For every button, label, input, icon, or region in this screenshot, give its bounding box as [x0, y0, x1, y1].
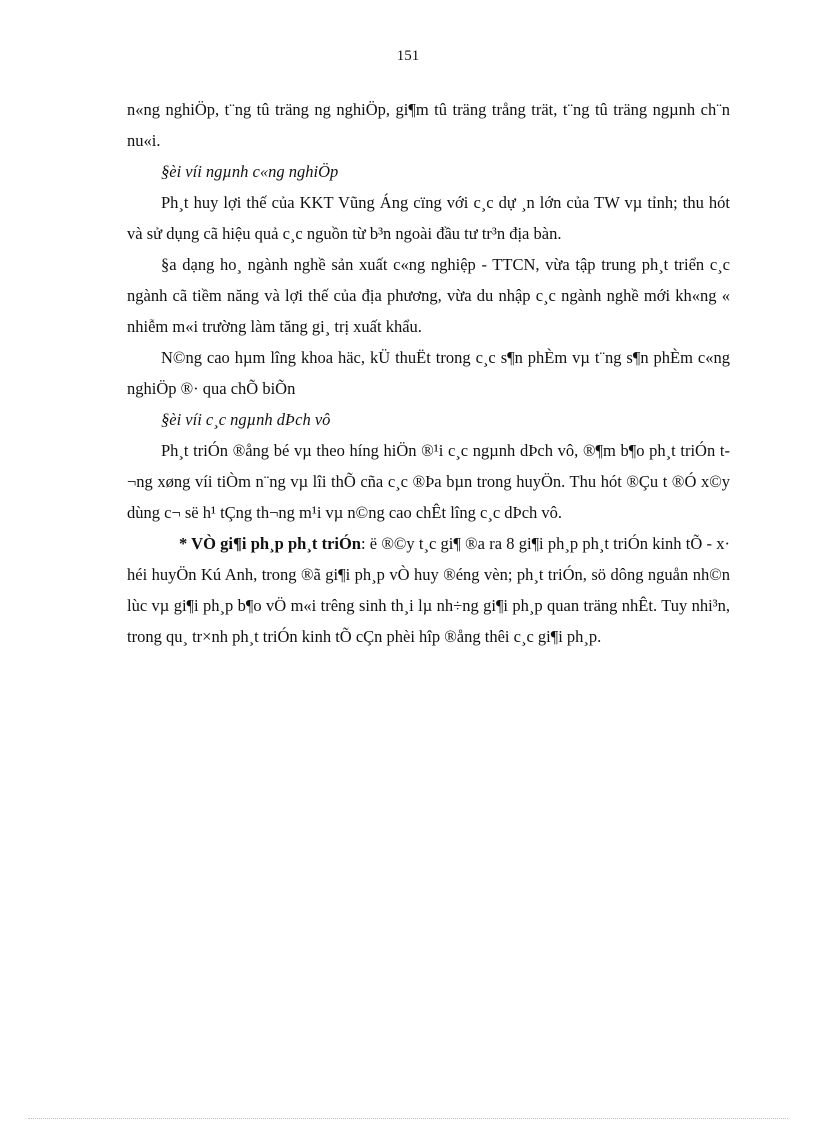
- heading-services: §èi víi c¸c ngµnh dÞch vô: [161, 410, 331, 429]
- document-body: [127, 94, 730, 652]
- page-number: 151: [396, 48, 420, 64]
- page-bottom-rule: [28, 1118, 788, 1119]
- paragraph-technology-content: N©ng cao hµm lîng khoa häc, kÜ thuËt trong c¸c s¶n phÈm vµ t¨ng s¶n phÈm c«ng nghiÖp ®· qua chÕ biÕn: [127, 348, 730, 398]
- paragraph-services: Ph¸t triÓn ®ång bé vµ theo híng hiÖn ®¹i c¸c ngµnh dÞch vô, ®¶m b¶o ph¸t triÓn t¬ng xøng víi tiÒm n¨ng vµ lîi thÕ cña c¸c ®Þa bµn trong huyÖn. Thu hót ®Çu t ®Ó x©y dùng c¬ së h¹ tÇng th¬ng m¹i vµ n©ng cao chÊt lîng c¸c dÞch vô.: [127, 441, 730, 522]
- solutions-text: : ë ®©y t¸c gi¶ ®a ra 8 gi¶i ph¸p ph¸t triÓn kinh tÕ - x· héi huyÖn Kú Anh, trong ®ã gi¶i ph¸p vÒ huy ®éng vèn; ph¸t triÓn, sö dông nguån nh©n lùc vµ gi¶i ph¸p b¶o vÖ m«i trêng sinh th¸i lµ nh÷ng gi¶i ph¸p quan träng nhÊt. Tuy nhi³n, trong qu¸ tr×nh ph¸t triÓn kinh tÕ cÇn phèi hîp ®ång thêi c¸c gi¶i ph¸p.: [127, 534, 730, 646]
- solutions-lead: * VÒ gi¶i ph¸p ph¸t triÓn: [179, 534, 361, 553]
- paragraph-solutions: [127, 528, 730, 652]
- paragraph-agriculture-continuation: n«ng nghiÖp, t¨ng tû träng ng nghiÖp, gi¶m tû träng trång trät, t¨ng tû träng ngµnh ch¨n nu«i.: [127, 100, 730, 150]
- heading-industry: §èi víi ngµnh c«ng nghiÖp: [161, 162, 339, 181]
- paragraph-industry-advantages: Ph¸t huy lợi thế của KKT Vũng Áng cïng với c¸c dự ¸n lớn của TW vµ tỉnh; thu hót và sử dụng cã hiệu quả c¸c nguồn từ b³n ngoài đầu tư tr³n địa bàn.: [127, 193, 730, 243]
- paragraph-industry-diversification: §a dạng ho¸ ngành nghề sản xuất c«ng nghiệp - TTCN, vừa tập trung ph¸t triển c¸c ngành cã tiềm năng và lợi thế của địa phương, vừa du nhập c¸c ngành nghề mới kh«ng « nhiễm m«i trường làm tăng gi¸ trị xuất khẩu.: [127, 255, 730, 336]
